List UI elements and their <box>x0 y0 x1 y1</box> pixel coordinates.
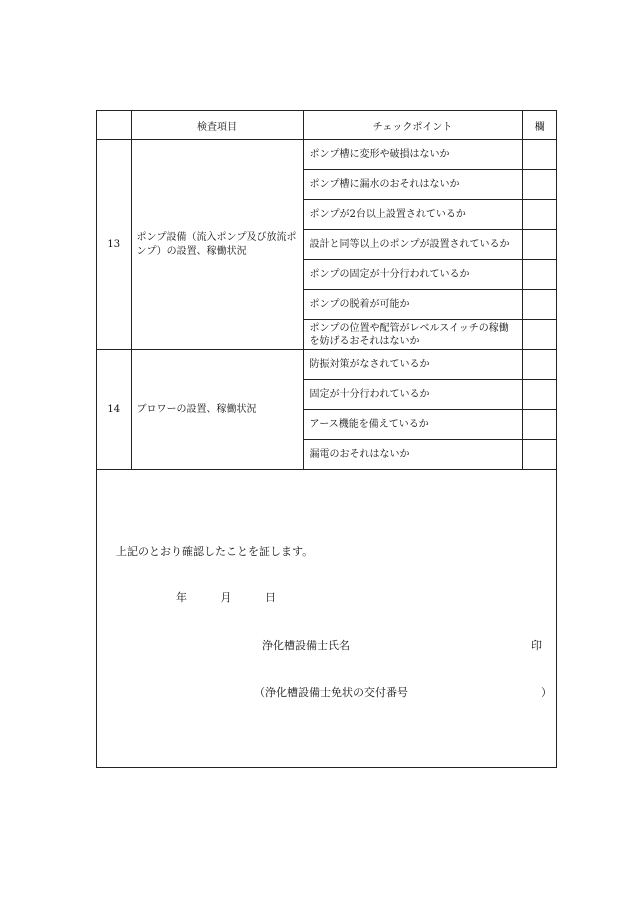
check-mark-cell[interactable] <box>522 410 557 440</box>
check-mark-cell[interactable] <box>522 230 557 260</box>
check-mark-cell[interactable] <box>522 200 557 230</box>
year-label: 年 <box>176 591 187 604</box>
header-row <box>97 111 557 140</box>
header-number <box>97 111 131 140</box>
license-number-close: ） <box>541 686 552 699</box>
table-row <box>97 140 557 170</box>
checkpoint-text: アース機能を備えているか <box>303 410 522 440</box>
check-mark-cell[interactable] <box>522 440 557 470</box>
checkpoint-text: 防振対策がなされているか <box>303 350 522 380</box>
check-mark-cell[interactable] <box>522 350 557 380</box>
check-mark-cell[interactable] <box>522 170 557 200</box>
checkpoint-text: 設計と同等以上のポンプが設置されているか <box>303 230 522 260</box>
checkpoint-text: ポンプ槽に変形や破損はないか <box>303 140 522 170</box>
checkpoint-text: ポンプの固定が十分行われているか <box>303 260 522 290</box>
day-label: 日 <box>265 591 276 604</box>
technician-name-label: 浄化槽設備士氏名 <box>262 639 350 652</box>
seal-label: 印 <box>531 639 542 652</box>
inspection-sheet <box>96 110 557 768</box>
checkpoint-text: ポンプの位置や配管がレベルスイッチの稼働を妨げるおそれはないか <box>303 320 522 350</box>
item-name: ブロワーの設置、稼働状況 <box>131 350 303 470</box>
inspection-table <box>97 111 557 470</box>
check-mark-cell[interactable] <box>522 290 557 320</box>
certification-statement: 上記のとおり確認したことを証します。 <box>116 545 314 558</box>
checkpoint-text: ポンプが2台以上設置されているか <box>303 200 522 230</box>
header-item: 検査項目 <box>131 111 303 140</box>
checkpoint-text: ポンプ槽に漏水のおそれはないか <box>303 170 522 200</box>
checkpoint-text: 漏電のおそれはないか <box>303 440 522 470</box>
check-mark-cell[interactable] <box>522 320 557 350</box>
check-mark-cell[interactable] <box>522 260 557 290</box>
checkpoint-text: ポンプの脱着が可能か <box>303 290 522 320</box>
checkpoint-text: 固定が十分行われているか <box>303 380 522 410</box>
check-mark-cell[interactable] <box>522 380 557 410</box>
item-name: ポンプ設備（流入ポンプ及び放流ポンプ）の設置、稼働状況 <box>131 140 303 350</box>
item-number: 13 <box>97 140 131 350</box>
header-checkpoint: チェックポイント <box>303 111 522 140</box>
table-row <box>97 350 557 380</box>
item-number: 14 <box>97 350 131 470</box>
date-row <box>176 589 306 605</box>
month-label: 月 <box>220 591 232 604</box>
header-mark: 欄 <box>522 111 557 140</box>
license-number-label: （浄化槽設備士免状の交付番号 <box>254 686 408 699</box>
check-mark-cell[interactable] <box>522 140 557 170</box>
certification-section <box>97 471 556 767</box>
